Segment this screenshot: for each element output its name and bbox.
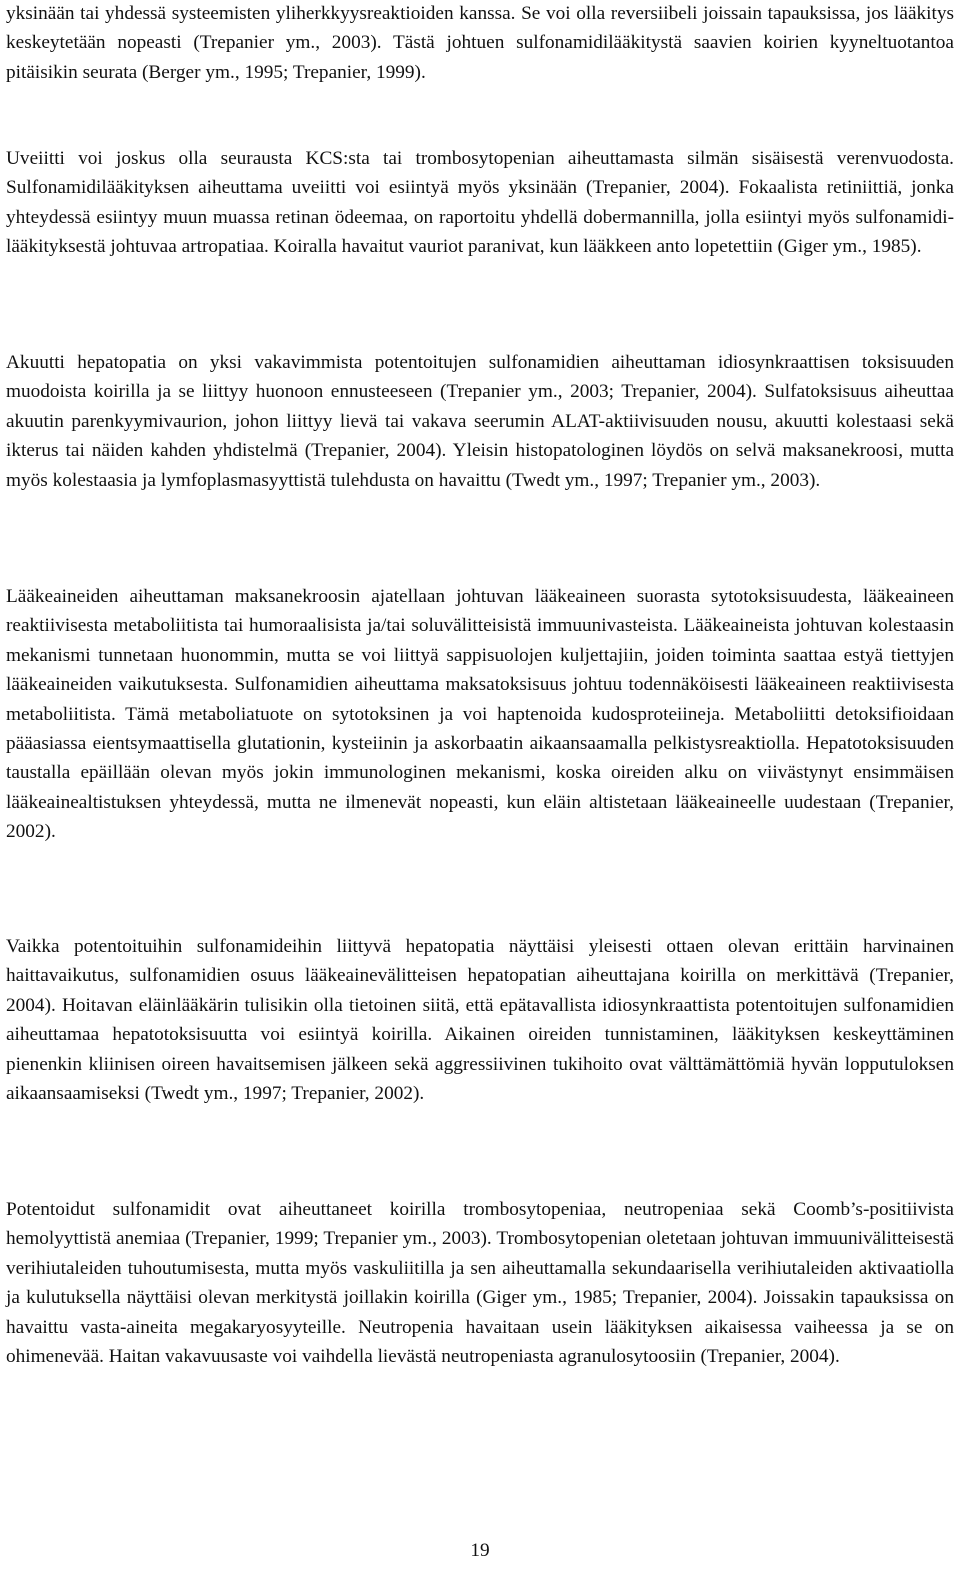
paragraph-blood-disorders: Potentoidut sulfonamidit ovat aiheuttaneet koirilla trombosytopeniaa, neutropeniaa sekä Coomb’s-positiivista hemolyyttistä anemiaa (Trepanier, 1999; Trepanier ym., 2003). Trombosytopenian oletetaan johtuvan immuunivälitteisestä verihiutaleiden tuhoutumisesta, mutta myös vaskuliitilla ja sen aiheuttamalla sekundaarisella verihiutaleiden aktivaatiolla ja kulutuksella näyttäisi olevan merkitystä joillakin koirilla (Giger ym., 1985; Trepanier, 2004). Joissakin tapauksissa on havaittu vasta-aineita megakaryosyyteille. Neutropenia havaitaan usein lääkityksen aikaisessa vaiheessa ja se on ohimenevää. Haitan vakavuusaste voi vaihdella lievästä neutropeniasta agranulosytoosiin (Trepanier, 2004). bbox=[6, 1199, 954, 1368]
paragraph-liver-necrosis-mechanism: Lääkeaineiden aiheuttaman maksanekroosin ajatellaan johtuvan lääkeaineen suorasta sytotoksisuudesta, lääkeaineen reaktiivisesta metaboliitista tai humoraalisista ja/tai soluvälitteisistä immuunivasteista. Lääkeaineista johtuvan kolestaasin mekanismi tunnetaan huonommin, mutta se voi liittyä sappisuolojen kuljettajiin, joiden toiminta saattaa estyä tiettyjen lääkeaineiden vaikutuksesta. Sulfonamidien aiheuttama maksatoksisuus johtuu todennäköisesti lääkeaineen reaktiivisesta metaboliitista. Tämä metaboliatuote on sytotoksinen ja voi haptenoida kudosproteiineja. Metaboliitti detoksifioidaan pääasiassa eientsymaattisella glutationin, kysteiinin ja askorbaatin aikaansaamalla pelkistysreaktiolla. Hepatotoksisuuden taustalla epäillään olevan myös jokin immunologinen mekanismi, koska oireiden alku on viivästynyt ensimmäisen lääkeainealtistuksen yhteydessä, mutta ne ilmenevät nopeasti, kun eläin altistetaan lääkeaineelle uudestaan (Trepanier, 2002). bbox=[6, 586, 954, 843]
paragraph-hepatopathy-prevalence: Vaikka potentoituihin sulfonamideihin liittyvä hepatopatia näyttäisi yleisesti ottaen olevan erittäin harvinainen haittavaikutus, sulfonamidien osuus lääkeainevälitteisen hepatopatian aiheuttajana koirilla on merkittävä (Trepanier, 2004). Hoitavan eläinlääkärin tulisikin olla tietoinen siitä, että epätavallista idiosynkraattista potentoitujen sulfonamidien aiheuttamaa hepatotoksisuutta voi esiintyä koirilla. Aikainen oireiden tunnistaminen, lääkityksen keskeyttäminen pienenkin kliinisen oireen havaitsemisen jälkeen sekä aggressiivinen tukihoito ovat välttämättömiä hyvän lopputuloksen aikaansaamiseksi (Twedt ym., 1997; Trepanier, 2002). bbox=[6, 936, 954, 1105]
page-number: 19 bbox=[470, 1540, 490, 1561]
paragraph-uveitis: Uveiitti voi joskus olla seurausta KCS:sta tai trombosytopenian aiheuttamasta silmän sisäisestä verenvuodosta. Sulfonamidilääkityksen aiheuttama uveiitti voi esiintyä myös yksinään (Trepanier, 2004). Fokaalista retiniittiä, jonka yhteydessä esiintyy muun muassa retinan ödeemaa, on raportoitu yhdellä dobermannilla, jolla esiintyi myös sulfonamidilääkityksestä johtuvaa artropatiaa. Koiralla havaitut vauriot paranivat, kun lääkkeen anto lopetettiin (Giger ym., 1985). bbox=[6, 148, 954, 258]
paragraph-acute-hepatopathy: Akuutti hepatopatia on yksi vakavimmista potentoitujen sulfonamidien aiheuttaman idiosynkraattisen toksisuuden muodoista koirilla ja se liittyy huonoon ennusteeseen (Trepanier ym., 2003; Trepanier, 2004). Sulfatoksisuus aiheuttaa akuutin parenkyymivaurion, johon liittyy lievä tai vakava seerumin ALAT-aktiivisuuden nousu, akuutti kolestaasi sekä ikterus tai näiden kahden yhdistelmä (Trepanier, 2004). Yleisin histopatologinen löydös on selvä maksanekroosi, mutta myös kolestaasia ja lymfoplasmasyyttistä tulehdusta on havaittu (Twedt ym., 1997; Trepanier ym., 2003). bbox=[6, 352, 954, 491]
paragraph-continuation: yksinään tai yhdessä systeemisten yliherkkyysreaktioiden kanssa. Se voi olla reversiibeli joissain tapauksissa, jos lääkitys keskeytetään nopeasti (Trepanier ym., 2003). Tästä johtuen sulfonamidilääkitystä saavien koirien kyyneltuotantoa pitäisikin seurata (Berger ym., 1995; Trepanier, 1999). bbox=[6, 3, 954, 83]
